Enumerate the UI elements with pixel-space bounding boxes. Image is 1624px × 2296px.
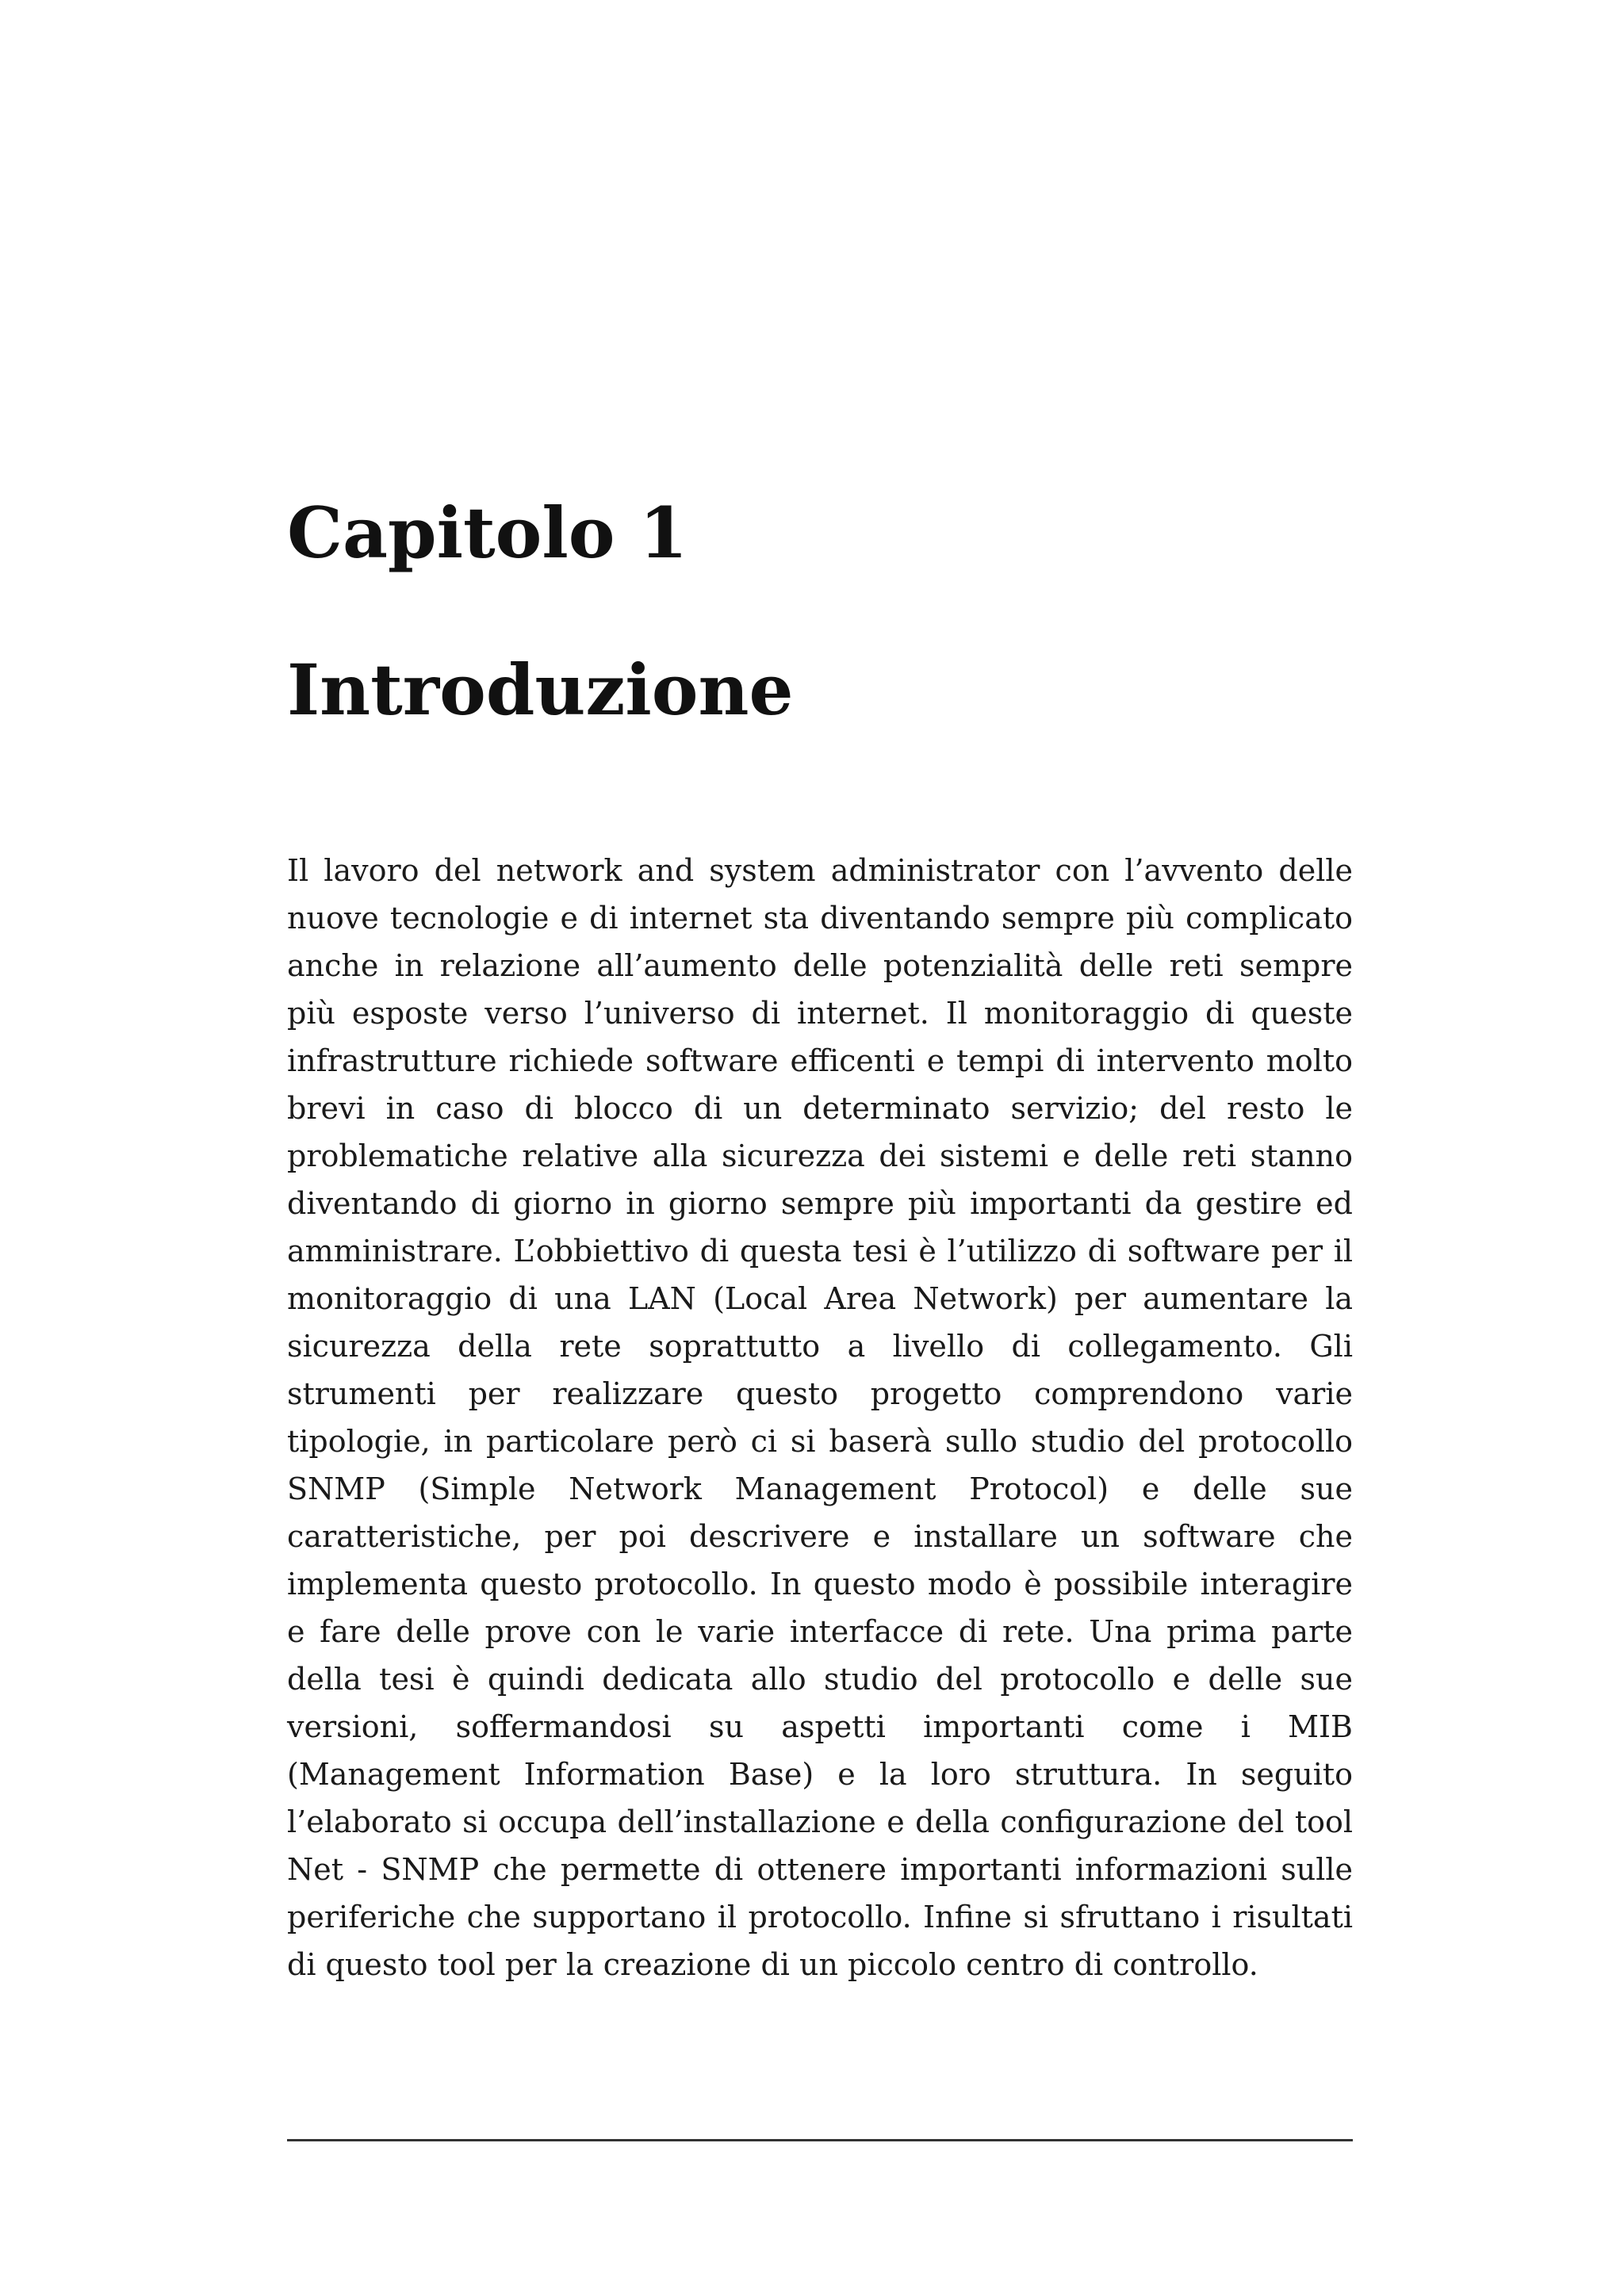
footer-divider — [287, 2139, 1353, 2141]
chapter-title-heading: Introduzione — [287, 649, 794, 731]
introduction-paragraph: Il lavoro del network and system administrator con l’avvento delle nuove tecnologie e di internet sta diventando sempre più complicato anche in relazione all’aumento delle potenzialità delle reti sempre più esposte verso l’universo di internet. Il monitoraggio di queste infrastrutture richiede software efficenti e tempi di intervento molto brevi in caso di blocco di un determinato servizio; del resto le problematiche relative alla sicurezza dei sistemi e delle reti stanno diventando di giorno in giorno sempre più importanti da gestire ed amministrare. L’obbiettivo di questa tesi è l’utilizzo di software per il monitoraggio di una LAN (Local Area Network) per aumentare la sicurezza della rete soprattutto a livello di collegamento. Gli strumenti per realizzare questo progetto comprendono varie tipologie, in particolare però ci si baserà sullo studio del protocollo SNMP (Simple Network Management Protocol) e delle sue caratteristiche, per poi descrivere e installare un software che implementa questo protocollo. In questo modo è possibile interagire e fare delle prove con le varie interfacce di rete. Una prima parte della tesi è quindi dedicata allo studio del protocollo e delle sue versioni, soffermandosi su aspetti importanti come i MIB (Management Information Base) e la loro struttura. In seguito l’elaborato si occupa dell’installazione e della configurazione del tool Net - SNMP che permette di ottenere importanti informazioni sulle periferiche che supportano il protocollo. Infine si sfruttano i risultati di questo tool per la creazione di un piccolo centro di controllo. — [287, 853, 1353, 1982]
chapter-number-heading: Capitolo 1 — [287, 492, 688, 574]
